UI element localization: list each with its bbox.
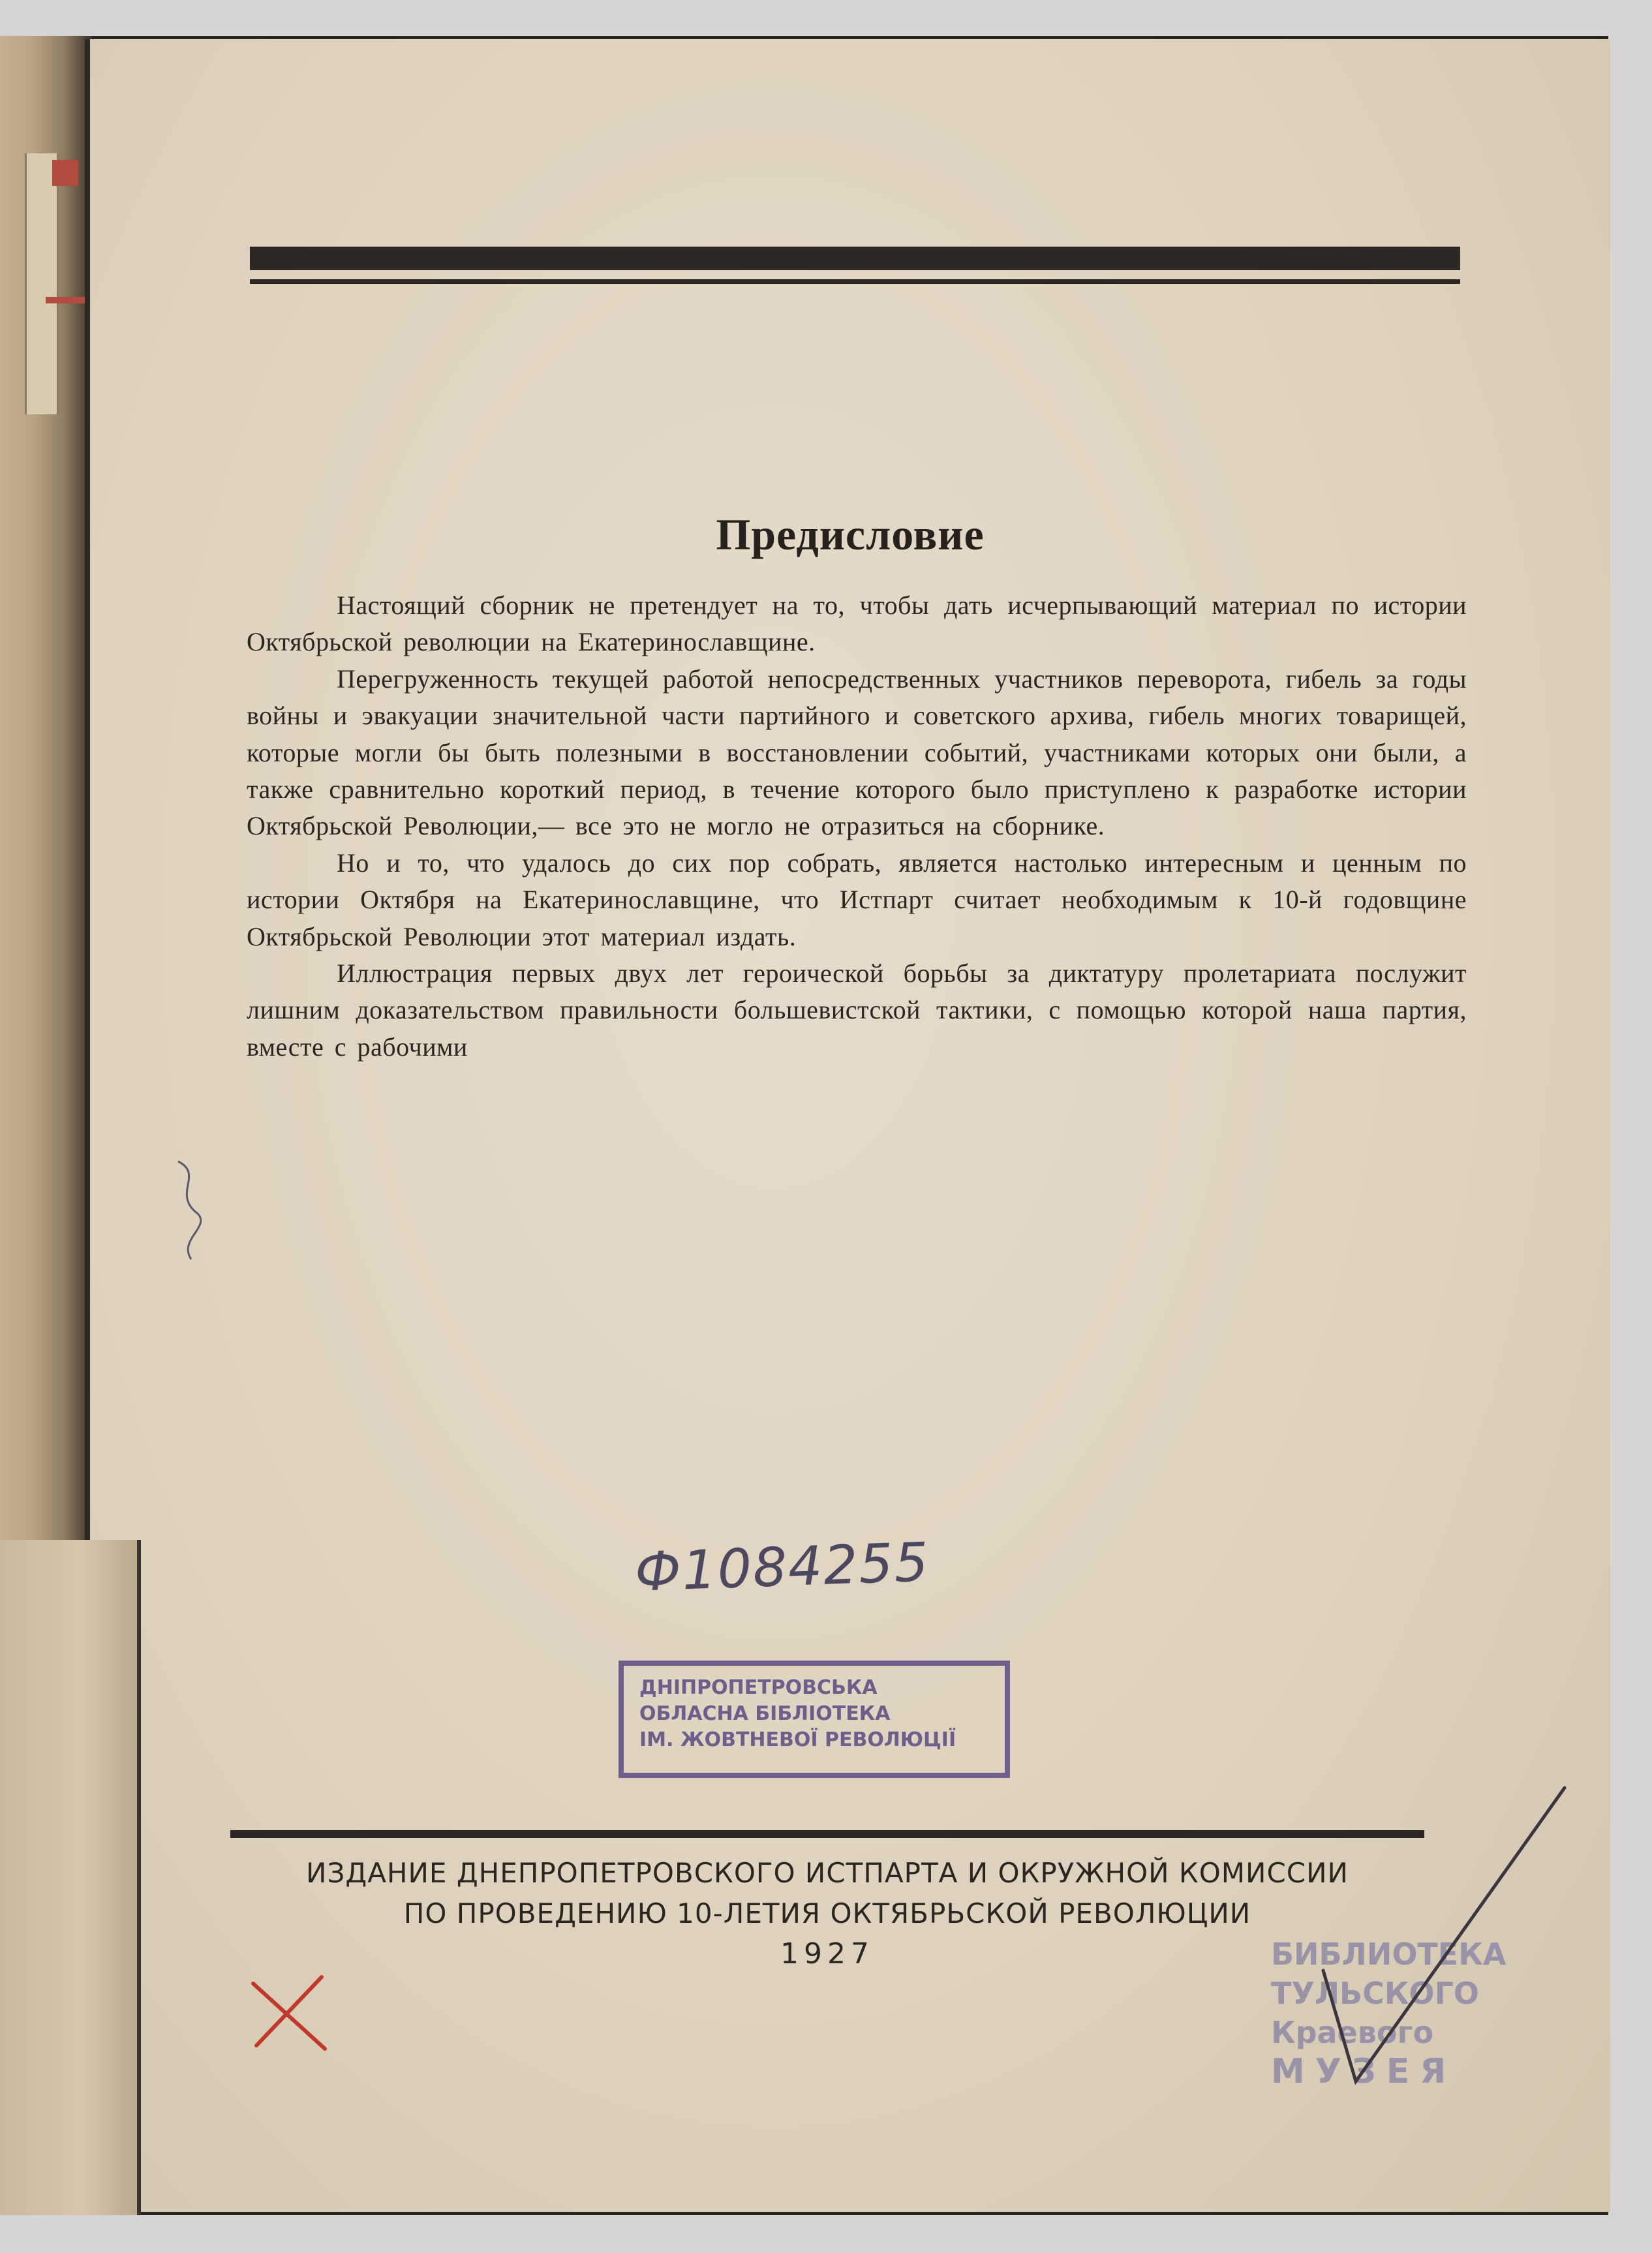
imprint-year: 1927 bbox=[780, 1937, 874, 1970]
library-stamp bbox=[619, 1661, 1010, 1778]
museum-stamp-line: МУЗЕЯ bbox=[1271, 2052, 1457, 2091]
stamp-line: ОБЛАСНА БІБЛІОТЕКА bbox=[639, 1702, 891, 1725]
paragraph: Перегруженность текущей работой непосредственных участников переворота, гибель за годы войны и эвакуации значительной части партийного и советского архива, гибель многих товарищей, которые могли бы быть полезными в восстановлении событий, участниками которых они были, а также сравнительно короткий период, в течение которого было приступлено к разработке истории Октябрьской Революции,— все это не могло не отразиться на сборнике. bbox=[247, 664, 1467, 841]
publisher-imprint bbox=[221, 1853, 1434, 1974]
museum-stamp-line: БИБЛИОТЕКА bbox=[1271, 1937, 1507, 1972]
pencil-check-mark-icon bbox=[1317, 1775, 1578, 2101]
spine-red-mark bbox=[52, 160, 78, 186]
preface-text bbox=[247, 587, 1467, 1065]
stamp-line: ДНІПРОПЕТРОВСЬКА bbox=[639, 1676, 878, 1699]
page-title: Предисловие bbox=[716, 510, 985, 559]
stamp-line: ІМ. ЖОВТНЕВОЇ РЕВОЛЮЦІЇ bbox=[639, 1728, 956, 1751]
spine-red-line bbox=[46, 297, 85, 303]
red-cross-mark-icon bbox=[247, 1970, 331, 2055]
handwritten-call-number: Ф1084255 bbox=[634, 1531, 931, 1604]
paragraph: Настоящий сборник не претендует на то, чтобы дать исчерпывающий материал по истории Октябрьской революции на Екатеринославщине. bbox=[247, 590, 1467, 657]
museum-stamp-line: Краевого bbox=[1271, 2015, 1434, 2050]
top-thin-rule bbox=[250, 279, 1460, 284]
paragraph: Но и то, что удалось до сих пор собрать, является настолько интересным и ценным по истории Октября на Екатеринославщине, что Истпарт считает необходимым к 10-й годовщине Октябрьской Революции этот материал издать. bbox=[247, 848, 1467, 951]
paragraph: Иллюстрация первых двух лет героической борьбы за диктатуру пролетариата послужит лишним доказательством правильности большевистской тактики, с помощью которой наша партия, вместе с рабочими bbox=[247, 958, 1467, 1062]
imprint-line-2: ПО ПРОВЕДЕНИЮ 10-ЛЕТИЯ ОКТЯБРЬСКОЙ РЕВОЛЮЦИИ bbox=[403, 1897, 1251, 1929]
museum-stamp-line: ТУЛЬСКОГО bbox=[1271, 1976, 1479, 2011]
document-page bbox=[85, 39, 1610, 2212]
bottom-rule bbox=[230, 1830, 1424, 1838]
spine-tape bbox=[25, 153, 59, 414]
book-cover-flap bbox=[0, 1540, 141, 2215]
top-decorative-rule bbox=[250, 247, 1460, 270]
imprint-line-1: ИЗДАНИЕ ДНЕПРОПЕТРОВСКОГО ИСТПАРТА И ОКРУЖНОЙ КОМИССИИ bbox=[306, 1857, 1349, 1889]
margin-pencil-mark-icon bbox=[165, 1155, 217, 1266]
